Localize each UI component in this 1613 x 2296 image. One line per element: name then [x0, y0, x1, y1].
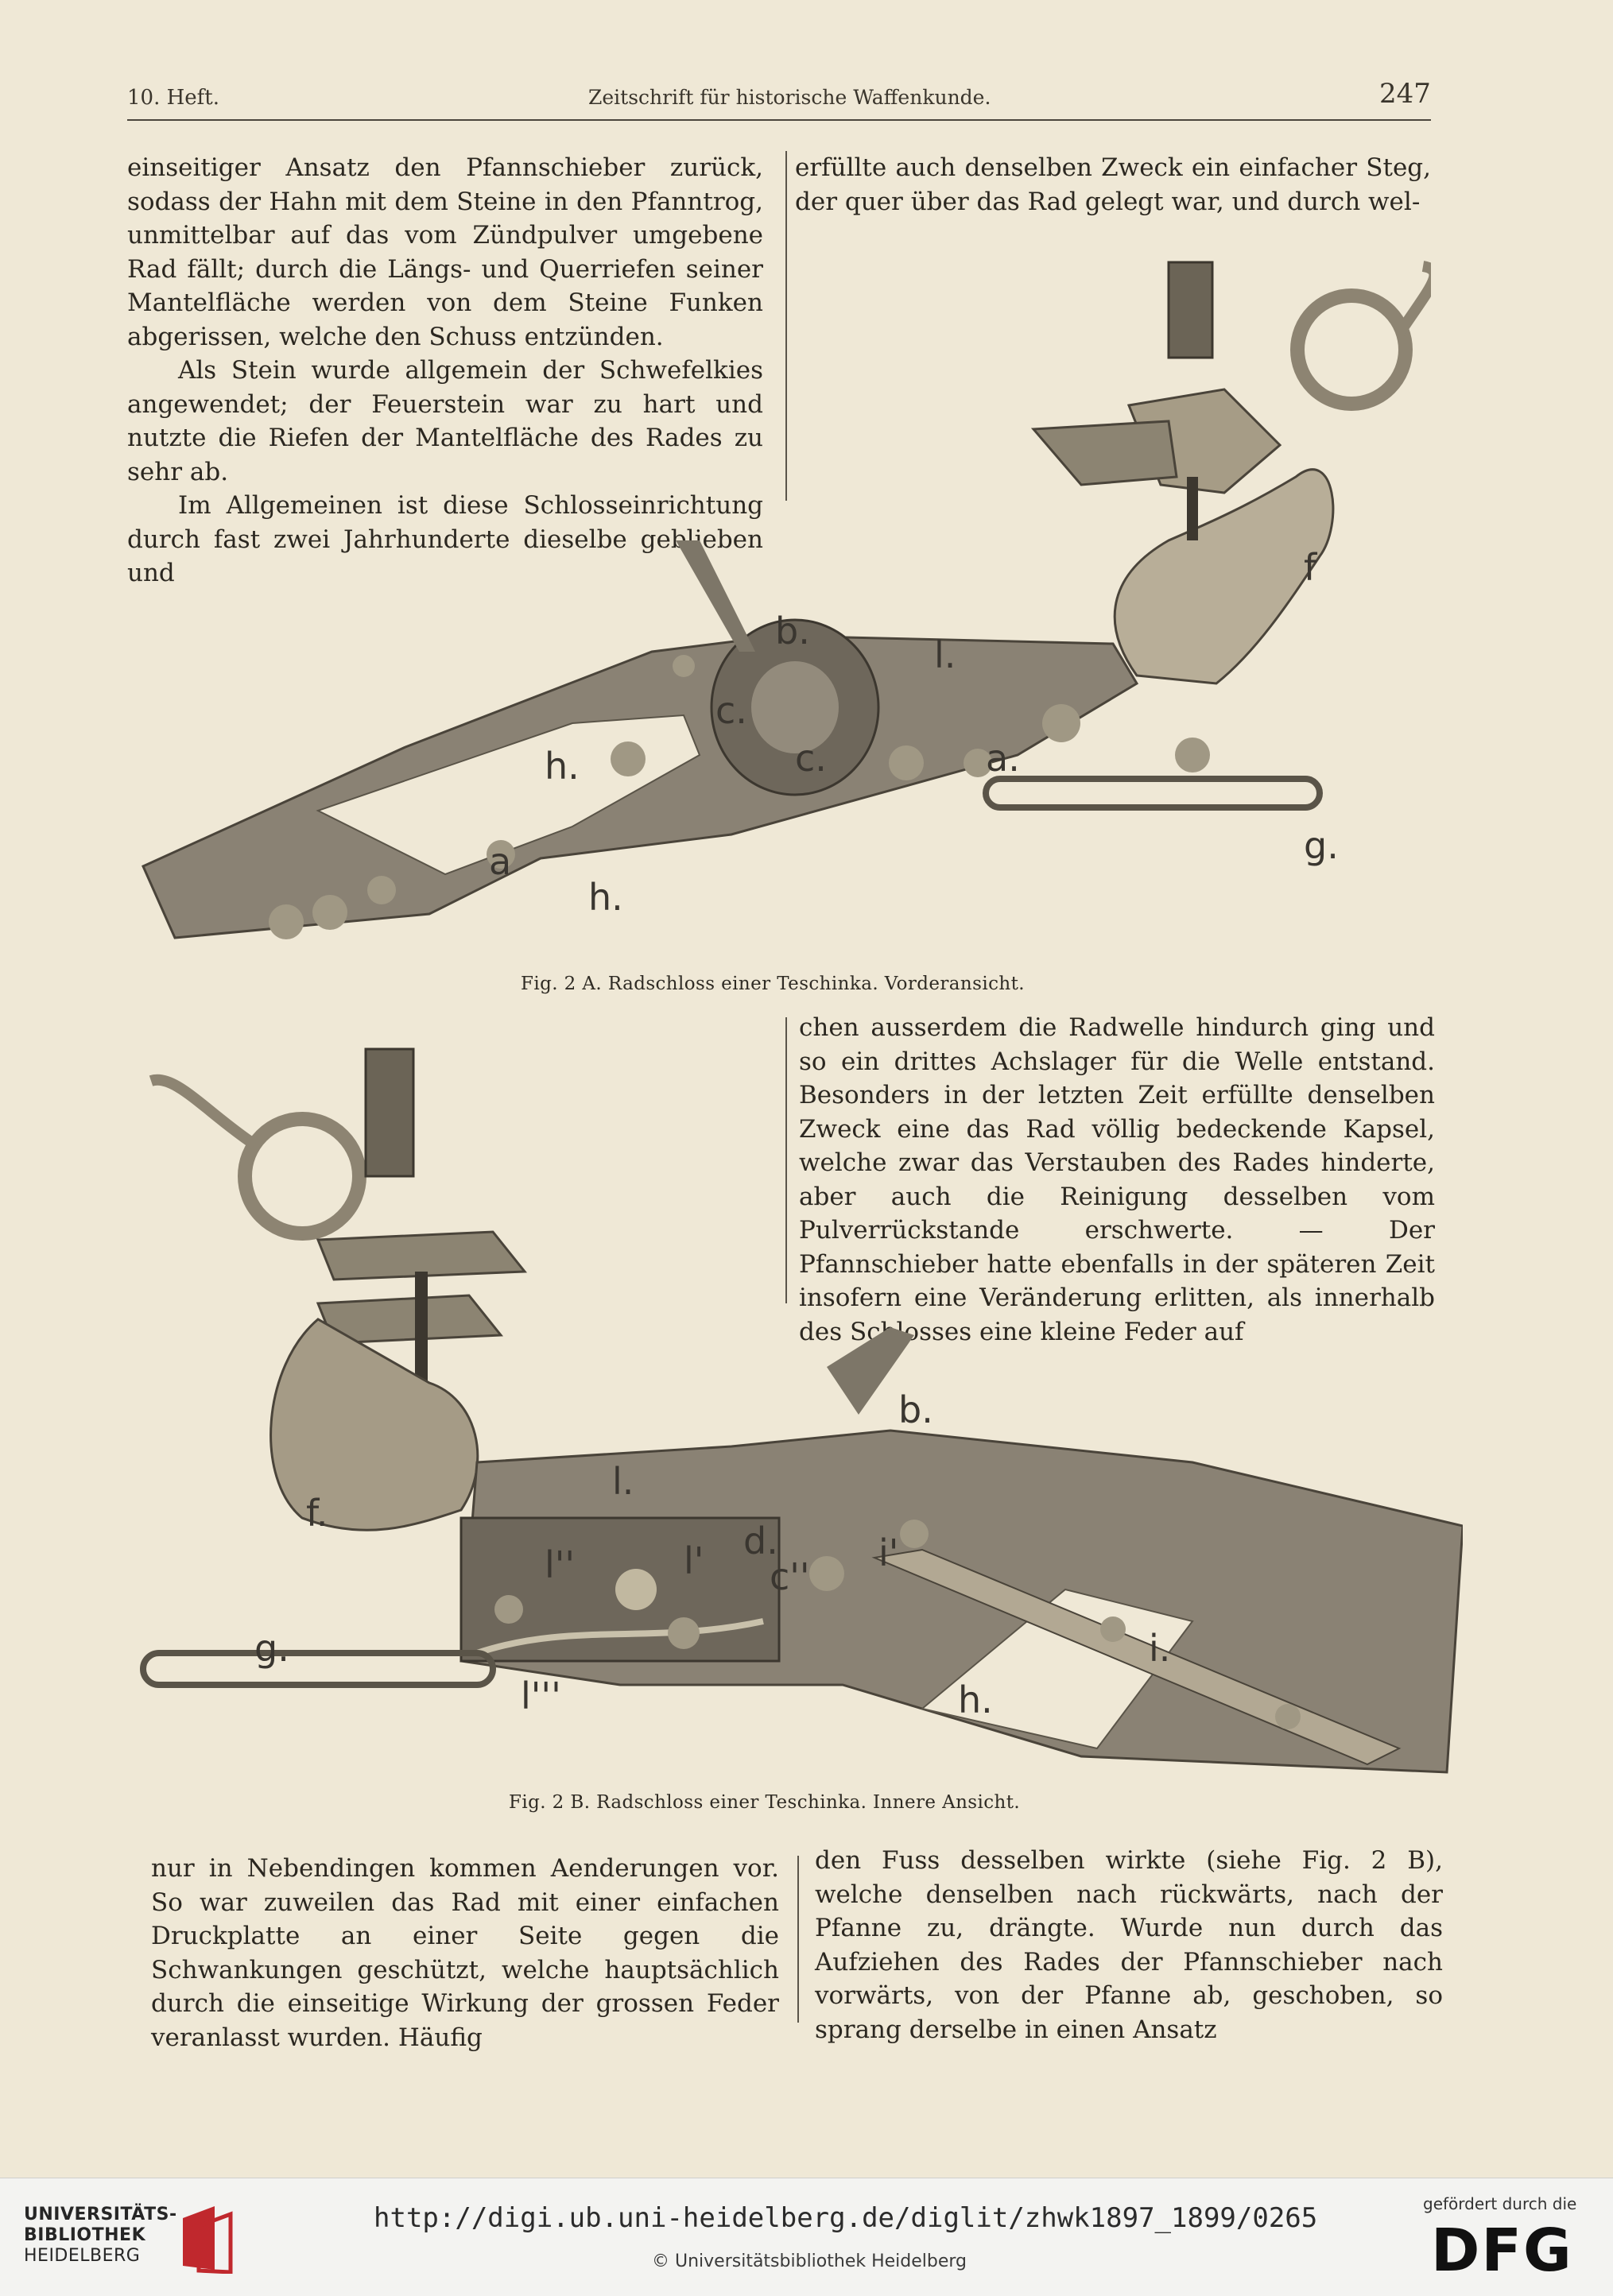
label-c1: c. — [715, 689, 747, 732]
university-library-logo — [24, 2196, 262, 2275]
label-l: l. — [934, 633, 956, 676]
funding-note: gefördert durch die — [1423, 2194, 1577, 2213]
running-head-issue: 10. Heft. — [127, 86, 220, 110]
label-h: h. — [958, 1678, 993, 1721]
figure-2a-caption: Fig. 2 A. Radschloss einer Teschinka. Vorderansicht. — [521, 974, 1025, 994]
library-footer — [0, 2178, 1613, 2296]
page-number: 247 — [1379, 78, 1431, 110]
label-a1: a. — [986, 737, 1020, 780]
label-d: d. — [743, 1520, 778, 1562]
paragraph: chen ausserdem die Radwelle hindurch ging und so ein drittes Achslager für die Welle entstand. Besonders in der letzten Zeit erfüllte denselben Zweck eine das Rad völlig bedeckende Kapsel, welche zwar das Verstauben des Rades hinderte, aber auch die Reinigung desselben vom Pulverrückstande erschwerte. — Der Pfannschieber hatte ebenfalls in der späteren Zeit insofern eine Veränderung erlitten, als innerhalb des Schlosses eine kleine Feder auf — [799, 1013, 1435, 1346]
wheellock-front-illustration — [127, 238, 1431, 978]
digital-object-url[interactable]: http://digi.ub.uni-heidelberg.de/diglit/zhwk1897_1899/0265 — [374, 2202, 1318, 2234]
figure-2b-wheellock-inner — [127, 1033, 1463, 1788]
text-column-top-right — [795, 151, 1431, 219]
label-i: i. — [1149, 1627, 1171, 1670]
label-h2: h. — [588, 876, 623, 919]
paragraph: Im Allgemeinen ist diese Schlosseinrichtung durch fast zwei Jahrhunderte dieselbe geblieben und — [127, 491, 763, 587]
figure-2a-wheellock-front — [127, 238, 1431, 978]
running-head-journal-title: Zeitschrift für historische Waffenkunde. — [588, 86, 991, 109]
wheellock-inner-illustration — [127, 1033, 1463, 1788]
label-b: b. — [898, 1388, 933, 1431]
label-i1: i' — [878, 1531, 899, 1574]
library-name-line1: UNIVERSITÄTS- — [24, 2205, 177, 2224]
paragraph: nur in Nebendingen kommen Aenderungen vor. So war zuweilen das Rad mit einer einfachen Druckplatte an einer Seite gegen die Schwankungen geschützt, welche hauptsächlich durch die einseitige Wirkung der grossen Feder veranlasst wurden. Häufig — [151, 1854, 779, 2052]
figure-2b-caption: Fig. 2 B. Radschloss einer Teschinka. Innere Ansicht. — [509, 1792, 1021, 1813]
paragraph: Als Stein wurde allgemein der Schwefelkies angewendet; der Feuerstein war zu hart und nutzte die Riefen der Mantelfläche des Rades zu sehr ab. — [127, 356, 763, 486]
text-column-bottom-right — [815, 1844, 1443, 2046]
label-g: g. — [1304, 824, 1339, 867]
library-name-line3: HEIDELBERG — [24, 2246, 141, 2266]
label-b: b. — [775, 610, 810, 652]
label-c2: c. — [795, 737, 827, 780]
label-l1: l' — [684, 1539, 704, 1582]
label-l3: l''' — [521, 1675, 561, 1717]
header-rule — [127, 119, 1431, 121]
text-column-bottom-left — [151, 1852, 779, 2054]
label-f: f. — [306, 1492, 328, 1535]
paragraph: einseitiger Ansatz den Pfannschieber zurück, sodass der Hahn mit dem Steine in den Pfanntrog, unmittelbar auf das vom Zündpulver umgebene Rad fällt; durch die Längs- und Querriefen seiner Mantelfläche werden von dem Steine Funken abgerissen, welche den Schuss entzünden. — [127, 153, 763, 351]
paragraph: erfüllte auch denselben Zweck ein einfacher Steg, der quer über das Rad gelegt war, und durch wel- — [795, 153, 1431, 216]
label-l: l. — [612, 1460, 634, 1503]
dfg-logo: DFG — [1431, 2217, 1573, 2285]
label-h1: h. — [545, 745, 580, 788]
label-l2: l'' — [545, 1543, 576, 1586]
library-name-line2: BIBLIOTHEK — [24, 2225, 146, 2245]
library-emblem-icon — [175, 2202, 238, 2274]
label-f: f — [1304, 546, 1317, 589]
label-c: c'' — [770, 1555, 810, 1598]
copyright-notice: © Universitätsbibliothek Heidelberg — [652, 2251, 967, 2271]
label-g: g. — [254, 1627, 289, 1670]
label-a2: a — [489, 840, 512, 883]
column-rule — [797, 1856, 799, 2023]
paragraph: den Fuss desselben wirkte (siehe Fig. 2 B), welche denselben nach rückwärts, nach der Pfanne zu, drängte. Wurde nun durch das Aufziehen des Rades der Pfannschieber nach vorwärts, von der Pfanne ab, geschoben, so sprang derselbe in einen Ansatz — [815, 1846, 1443, 2044]
